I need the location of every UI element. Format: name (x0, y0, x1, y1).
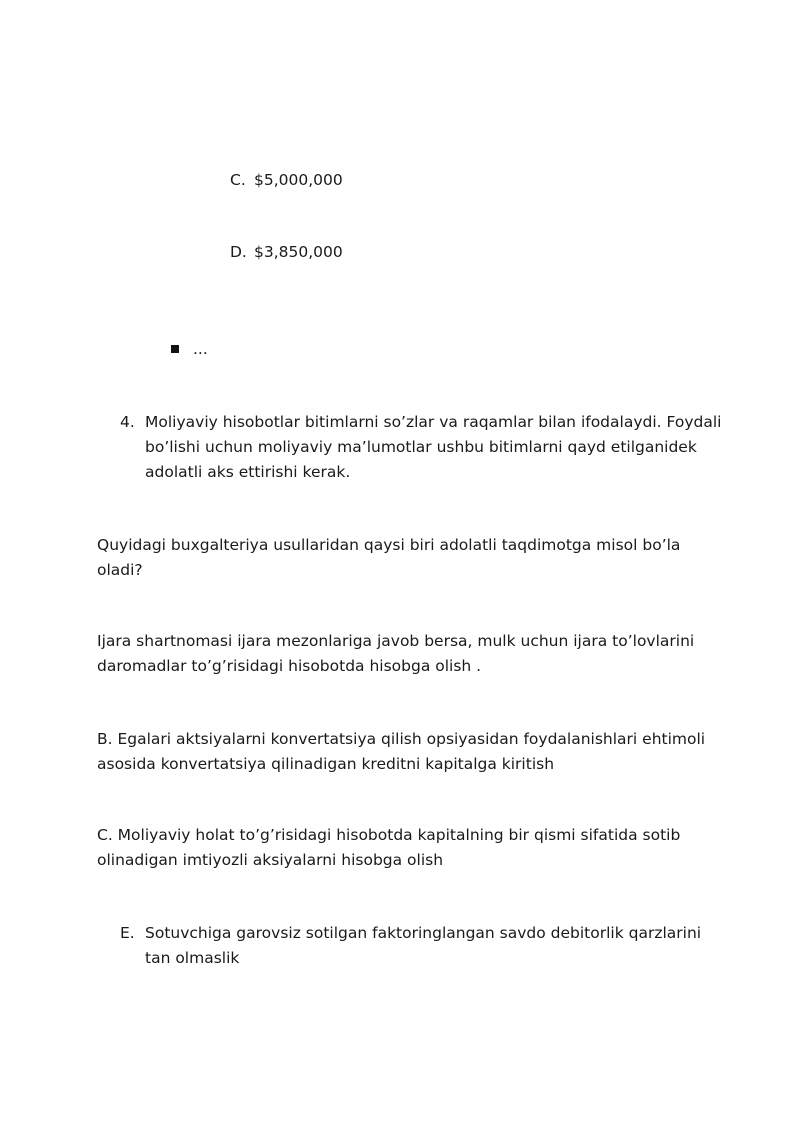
prompt-line: Quyidagi buxgalteriya usullaridan qaysi biri adolatli taqdimotga misol bo’la (97, 536, 681, 554)
option-c-text: $5,000,000 (254, 171, 343, 189)
answer-b-line: B. Egalari aktsiyalarni konvertatsiya qilish opsiyasidan foydalanishlari ehtimoli (97, 730, 706, 748)
question-number: 4. (120, 413, 135, 431)
question-line: adolatli aks ettirishi kerak. (145, 463, 351, 481)
answer-a-line: Ijara shartnomasi ijara mezonlariga javob bersa, mulk uchun ijara to’lovlarini (97, 632, 695, 650)
answer-a-line: daromadlar to’g’risidagi hisobotda hisobga olish . (97, 657, 482, 675)
option-d-marker: D. (230, 243, 247, 261)
option-c-marker: C. (230, 171, 246, 189)
option-e-marker: E. (120, 924, 135, 942)
prompt-line: oladi? (97, 561, 143, 579)
option-e-line: Sotuvchiga garovsiz sotilgan faktoringlangan savdo debitorlik qarzlarini (145, 924, 702, 942)
option-d-text: $3,850,000 (254, 243, 343, 261)
question-line: Moliyaviy hisobotlar bitimlarni so’zlar va raqamlar bilan ifodalaydi. Foydali (145, 413, 722, 431)
option-e-line: tan olmaslik (145, 949, 240, 967)
answer-b-line: asosida konvertatsiya qilinadigan kreditni kapitalga kiritish (97, 755, 555, 773)
bullet-item-text: ... (193, 340, 208, 358)
answer-c-line: C. Moliyaviy holat to’g’risidagi hisobotda kapitalning bir qismi sifatida sotib (97, 826, 681, 844)
question-line: bo’lishi uchun moliyaviy ma’lumotlar ushbu bitimlarni qayd etilganidek (145, 438, 697, 456)
answer-c-line: olinadigan imtiyozli aksiyalarni hisobga olish (97, 851, 444, 869)
square-bullet-icon (171, 345, 179, 353)
